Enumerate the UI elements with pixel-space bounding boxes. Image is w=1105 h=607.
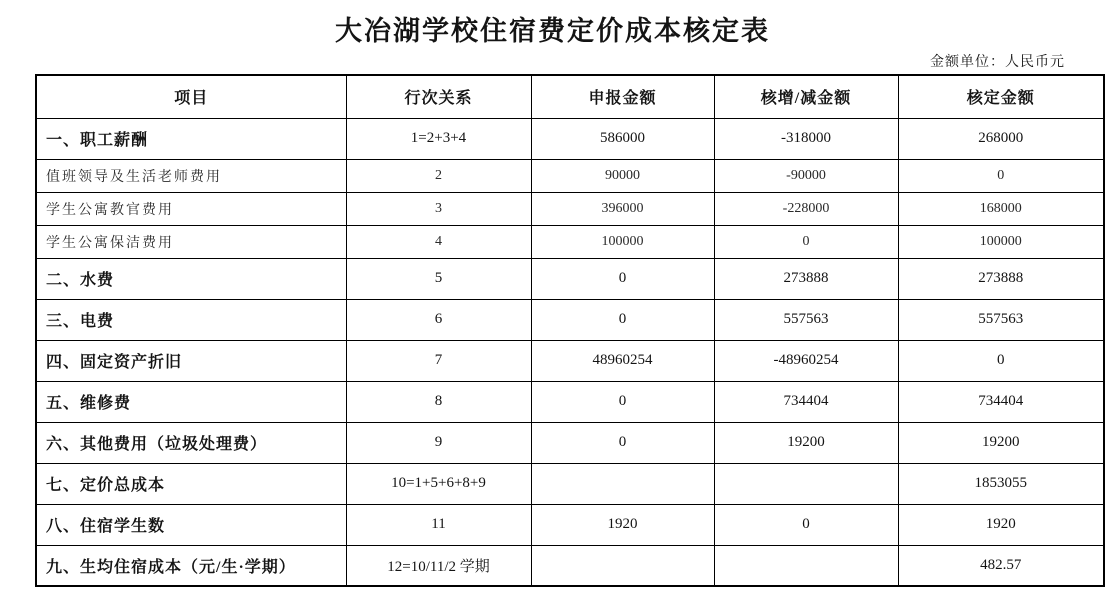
item-cell: 六、其他费用（垃圾处理费） [36,422,346,463]
relation-cell: 4 [346,225,531,258]
adjustment-cell [714,463,898,504]
table-row [36,504,1104,545]
approved-cell: 0 [898,159,1104,192]
approved-cell: 268000 [898,118,1104,159]
table-row [36,118,1104,159]
approved-cell: 557563 [898,299,1104,340]
table-row [36,422,1104,463]
relation-cell: 1=2+3+4 [346,118,531,159]
declared-cell: 0 [531,381,714,422]
relation-cell: 7 [346,340,531,381]
currency-unit-note: 金额单位：人民币元 [930,55,1065,70]
adjustment-cell: 557563 [714,299,898,340]
item-cell: 四、固定资产折旧 [36,340,346,381]
declared-cell: 0 [531,422,714,463]
adjustment-cell: 0 [714,225,898,258]
header-row-relation: 行次关系 [346,75,531,118]
item-cell: 二、水费 [36,258,346,299]
table-row [36,159,1104,192]
adjustment-cell: 19200 [714,422,898,463]
item-cell: 七、定价总成本 [36,463,346,504]
declared-cell: 586000 [531,118,714,159]
adjustment-cell: -228000 [714,192,898,225]
relation-cell: 10=1+5+6+8+9 [346,463,531,504]
table-header-row [36,75,1104,118]
relation-cell: 3 [346,192,531,225]
declared-cell: 90000 [531,159,714,192]
declared-cell [531,463,714,504]
adjustment-cell: -318000 [714,118,898,159]
table-row [36,381,1104,422]
page-title: 大冶湖学校住宿费定价成本核定表 [335,16,770,46]
adjustment-cell: 273888 [714,258,898,299]
adjustment-cell: -48960254 [714,340,898,381]
adjustment-cell: 0 [714,504,898,545]
item-cell: 五、维修费 [36,381,346,422]
header-approved-amount: 核定金额 [898,75,1104,118]
relation-cell: 11 [346,504,531,545]
approved-cell: 19200 [898,422,1104,463]
item-cell: 八、住宿学生数 [36,504,346,545]
declared-cell: 0 [531,299,714,340]
declared-cell: 0 [531,258,714,299]
relation-cell: 8 [346,381,531,422]
adjustment-cell [714,545,898,586]
header-declared-amount: 申报金额 [531,75,714,118]
declared-cell: 396000 [531,192,714,225]
table-row [36,258,1104,299]
header-adjustment-amount: 核增/减金额 [714,75,898,118]
adjustment-cell: -90000 [714,159,898,192]
relation-cell: 12=10/11/2 学期 [346,545,531,586]
item-cell: 九、生均住宿成本（元/生·学期） [36,545,346,586]
approved-cell: 1853055 [898,463,1104,504]
approved-cell: 482.57 [898,545,1104,586]
item-cell: 学生公寓保洁费用 [36,225,346,258]
relation-cell: 9 [346,422,531,463]
declared-cell: 100000 [531,225,714,258]
approved-cell: 1920 [898,504,1104,545]
relation-cell: 6 [346,299,531,340]
declared-cell: 1920 [531,504,714,545]
approved-cell: 0 [898,340,1104,381]
item-cell: 学生公寓教官费用 [36,192,346,225]
cost-verification-table [35,74,1105,587]
declared-cell: 48960254 [531,340,714,381]
relation-cell: 5 [346,258,531,299]
relation-cell: 2 [346,159,531,192]
table-row [36,192,1104,225]
declared-cell [531,545,714,586]
header-item: 项目 [36,75,346,118]
approved-cell: 100000 [898,225,1104,258]
table-row [36,299,1104,340]
adjustment-cell: 734404 [714,381,898,422]
table-row [36,340,1104,381]
approved-cell: 734404 [898,381,1104,422]
approved-cell: 168000 [898,192,1104,225]
approved-cell: 273888 [898,258,1104,299]
item-cell: 值班领导及生活老师费用 [36,159,346,192]
table-row [36,463,1104,504]
item-cell: 一、职工薪酬 [36,118,346,159]
table-row [36,225,1104,258]
item-cell: 三、电费 [36,299,346,340]
table-row [36,545,1104,586]
